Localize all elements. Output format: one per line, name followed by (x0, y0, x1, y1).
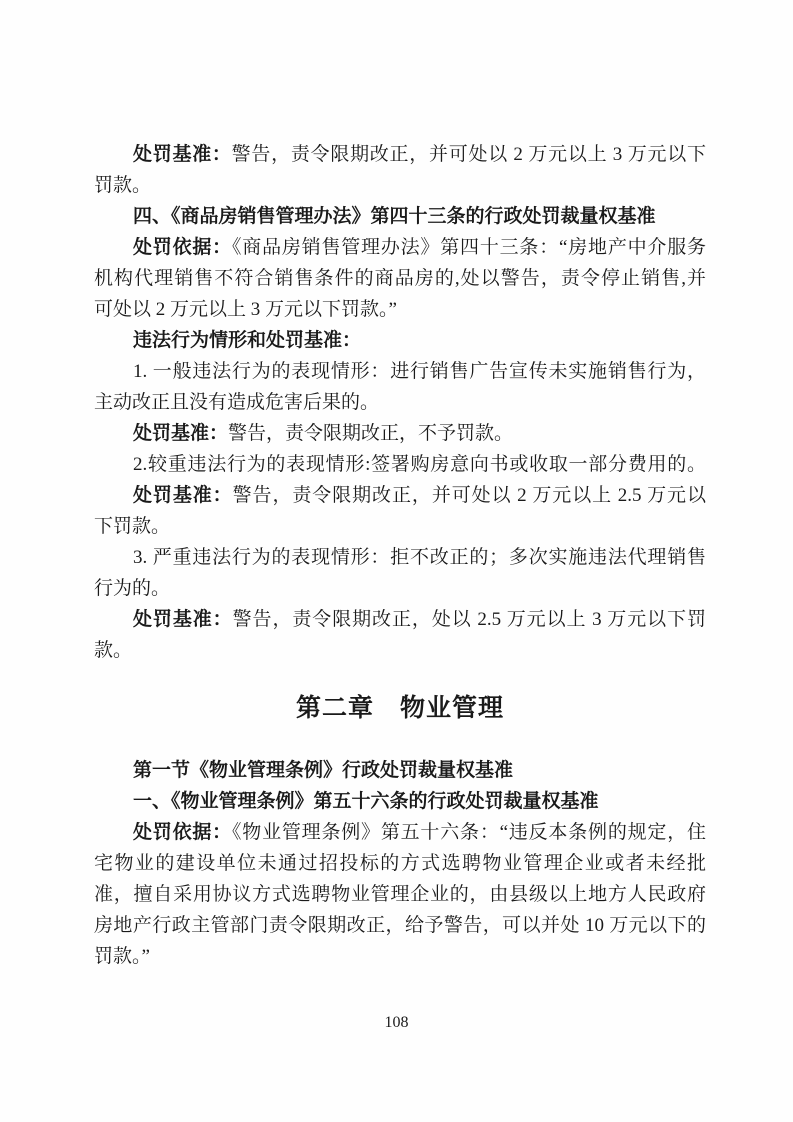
text-run: 《商品房销售管理办法》第四十三条：“房地产中介服务 (231, 237, 706, 258)
text-run: 主动改正且没有造成危害后果的。 (94, 392, 380, 413)
text-line (94, 910, 706, 941)
bold-text-run: 处罚依据： (133, 237, 232, 258)
text-line (94, 511, 706, 542)
text-line (94, 387, 706, 418)
text-run: 款。 (94, 640, 133, 661)
bold-text-run: 处罚基准： (133, 423, 229, 444)
text-line (94, 325, 706, 356)
text-line (94, 755, 706, 786)
text-line (94, 232, 706, 263)
bold-text-run: 处罚依据： (133, 822, 232, 843)
chapter-heading (94, 691, 706, 726)
text-run: 1. 一般违法行为的表现情形：进行销售广告宣传未实施销售行为， (133, 361, 706, 382)
bold-text-run: 处罚基准： (133, 144, 232, 165)
text-line (94, 356, 706, 387)
text-run: 《物业管理条例》第五十六条：“违反本条例的规定，住 (231, 822, 706, 843)
text-line (94, 480, 706, 511)
text-line (94, 294, 706, 325)
text-run: 警告，责令限期改正，不予罚款。 (228, 423, 514, 444)
text-run: 警告，责令限期改正，并可处以 2 万元以上 2.5 万元以 (232, 485, 706, 506)
bold-text-run: 处罚基准： (133, 609, 233, 630)
text-line (94, 542, 706, 573)
text-line (94, 635, 706, 666)
document-body (94, 139, 706, 972)
text-run: 罚款。” (94, 946, 150, 967)
text-line (94, 449, 706, 480)
text-run: 准，擅自采用协议方式选聘物业管理企业的，由县级以上地方人民政府 (94, 884, 706, 905)
text-run: 2.较重违法行为的表现情形:签署购房意向书或收取一部分费用的。 (133, 454, 706, 475)
bold-text-run: 一、《物业管理条例》第五十六条的行政处罚裁量权基准 (133, 791, 599, 812)
text-run: 行为的。 (94, 578, 171, 599)
text-line (94, 786, 706, 817)
text-line (94, 817, 706, 848)
text-line (94, 573, 706, 604)
text-run: 可处以 2 万元以上 3 万元以下罚款。” (94, 299, 397, 320)
text-run: 房地产行政主管部门责令限期改正，给予警告，可以并处 10 万元以下的 (94, 915, 706, 936)
page-footer (0, 1014, 793, 1032)
bold-text-run: 四、《商品房销售管理办法》第四十三条的行政处罚裁量权基准 (133, 206, 656, 227)
page-number: 108 (384, 1014, 409, 1031)
text-run: 警告，责令限期改正，处以 2.5 万元以上 3 万元以下罚 (232, 609, 706, 630)
text-line (94, 139, 706, 170)
text-run: 下罚款。 (94, 516, 171, 537)
text-line (94, 201, 706, 232)
text-run: 警告，责令限期改正，并可处以 2 万元以上 3 万元以下 (231, 144, 706, 165)
text-run: 宅物业的建设单位未通过招投标的方式选聘物业管理企业或者未经批 (94, 853, 706, 874)
bold-text-run: 违法行为情形和处罚基准： (133, 330, 362, 351)
text-run: 罚款。 (94, 175, 152, 196)
bold-text-run: 处罚基准： (133, 485, 233, 506)
bold-text-run: 第一节《物业管理条例》行政处罚裁量权基准 (133, 760, 514, 781)
text-line (94, 604, 706, 635)
text-line (94, 879, 706, 910)
text-line (94, 418, 706, 449)
text-line (94, 941, 706, 972)
text-line (94, 848, 706, 879)
text-run: 3. 严重违法行为的表现情形：拒不改正的；多次实施违法代理销售 (133, 547, 706, 568)
text-line (94, 263, 706, 294)
bold-text-run: 第二章 物业管理 (295, 694, 504, 722)
text-run: 机构代理销售不符合销售条件的商品房的,处以警告，责令停止销售,并 (94, 268, 706, 289)
text-line (94, 170, 706, 201)
